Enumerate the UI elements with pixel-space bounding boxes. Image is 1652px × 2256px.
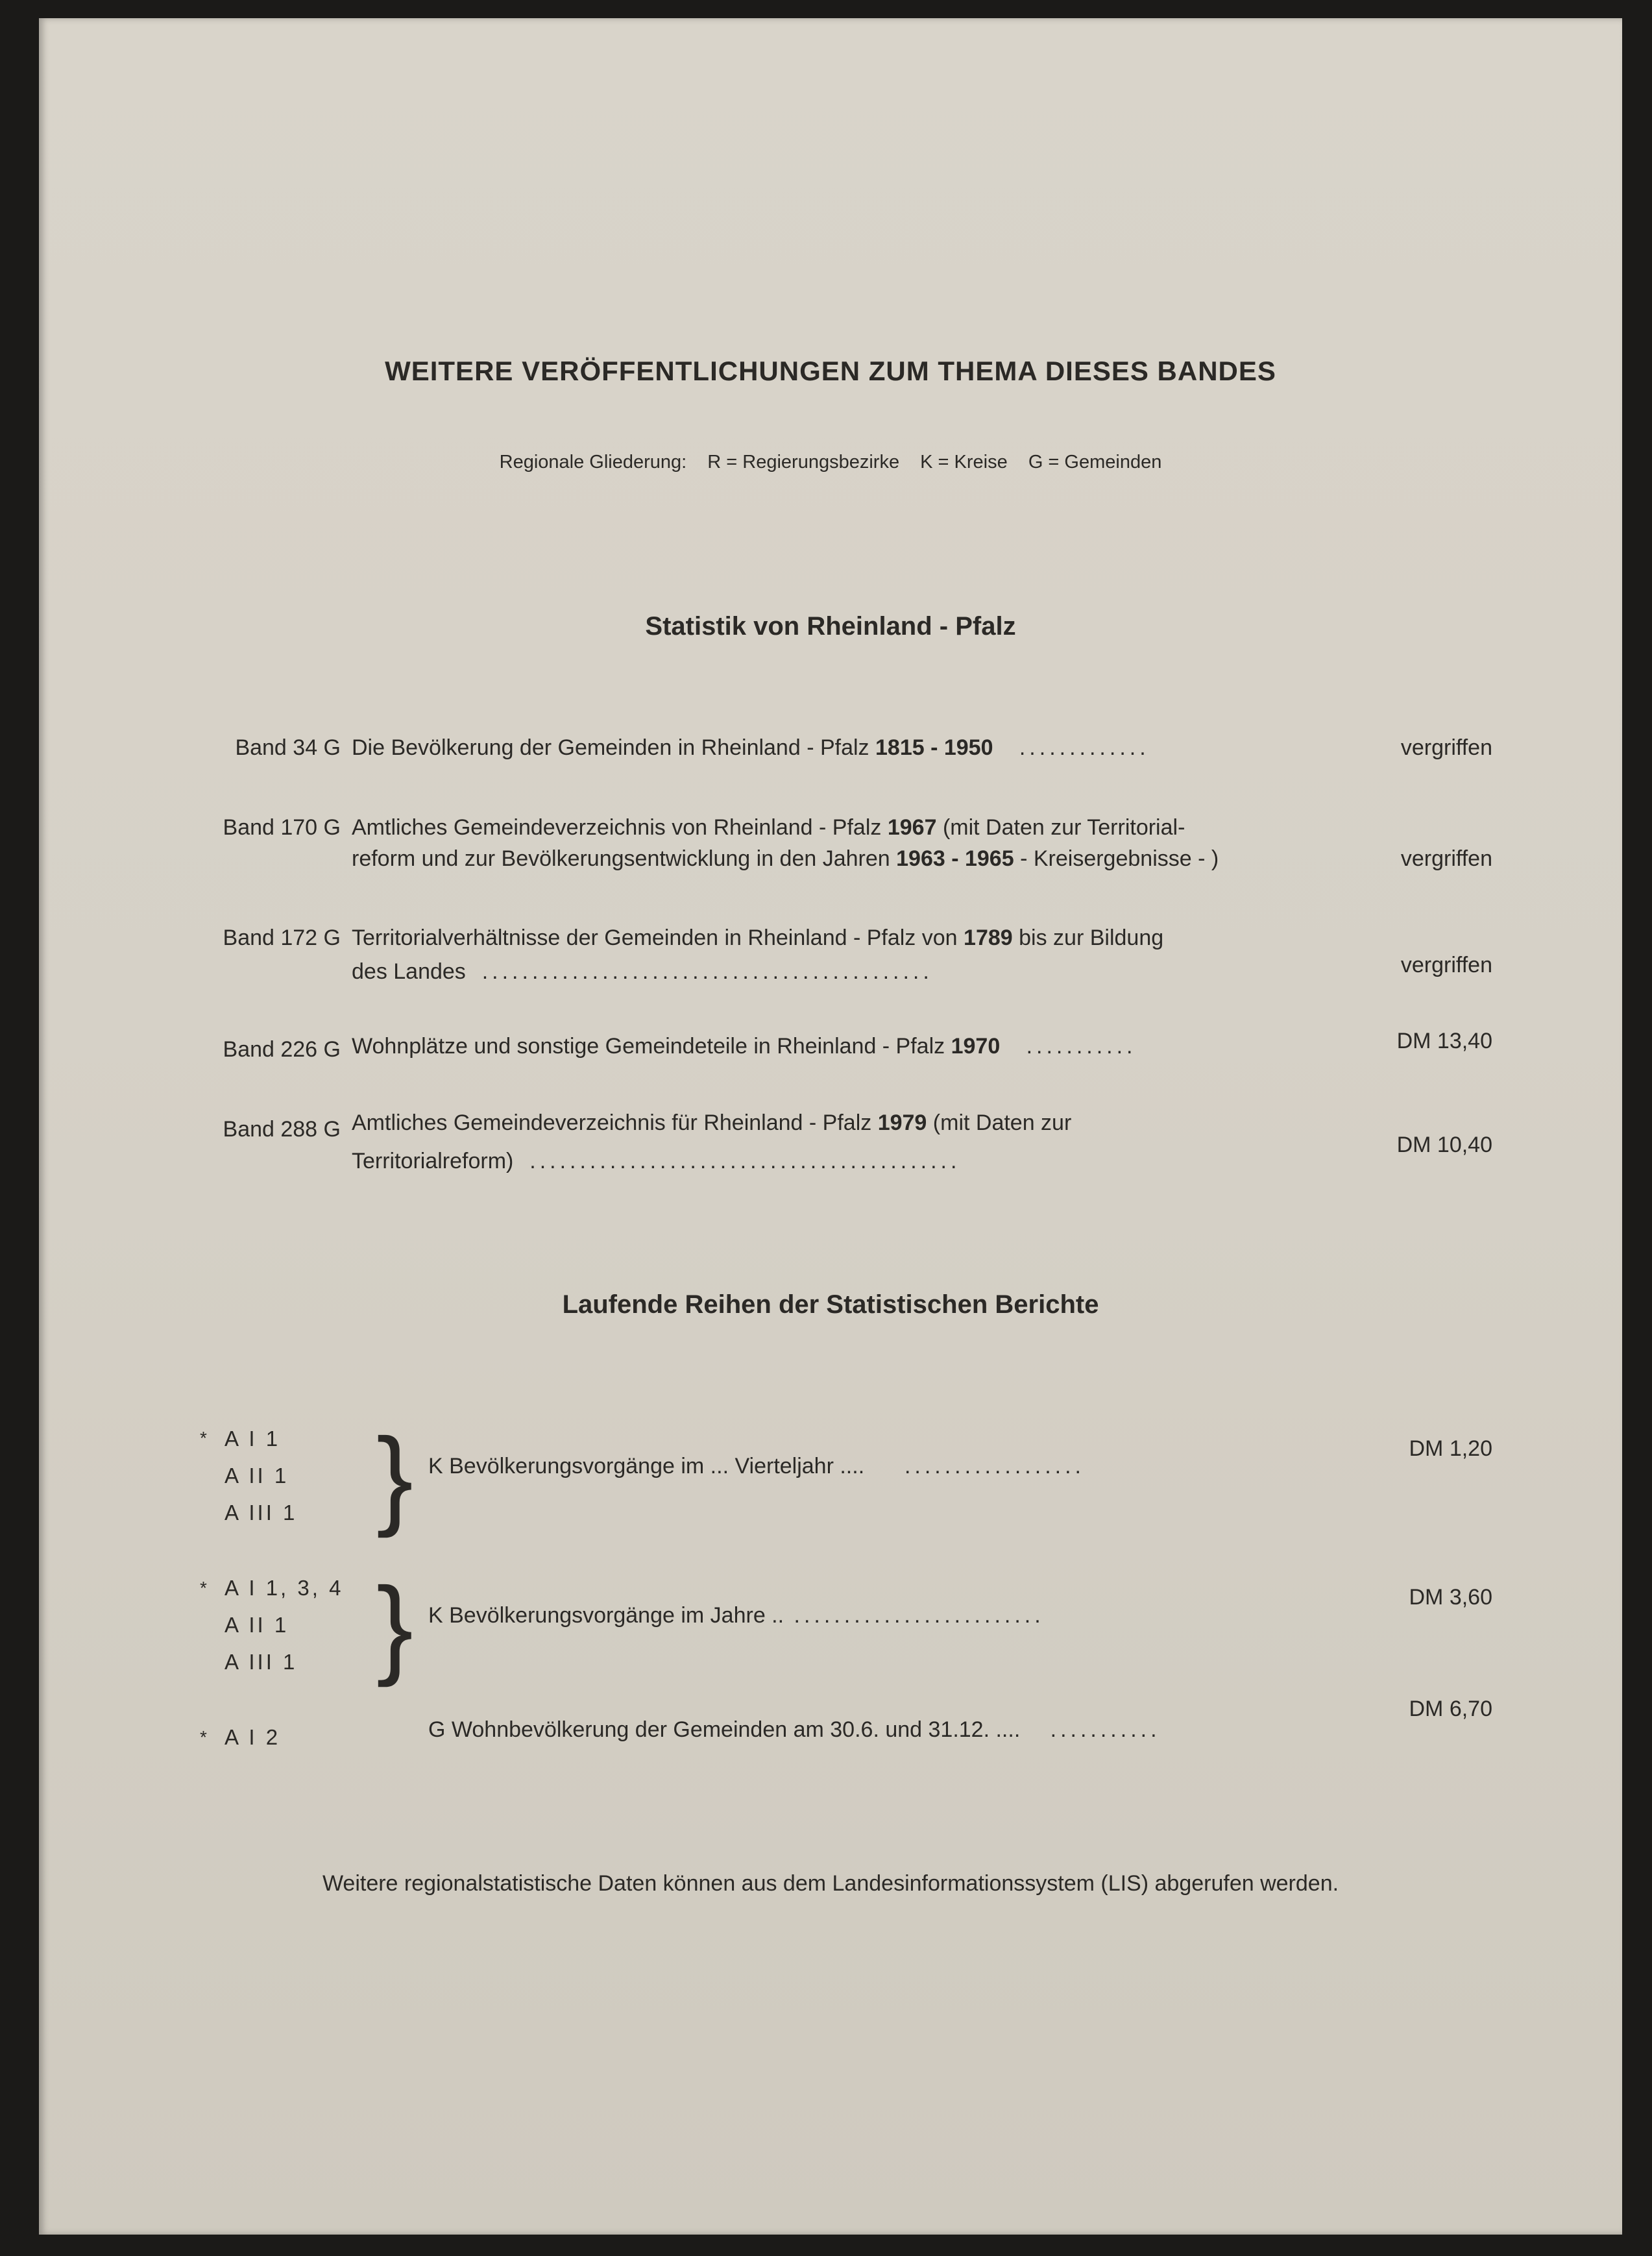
band-title: Amtliches Gemeindeverzeichnis von Rheinland - Pfalz 1967 (mit Daten zur Territorial- bbox=[352, 815, 1185, 840]
regional-legend bbox=[39, 452, 1622, 473]
legend-k: K = Kreise bbox=[920, 452, 1008, 472]
document-page bbox=[39, 18, 1622, 2235]
legend-g: G = Gemeinden bbox=[1028, 452, 1162, 472]
series-code: A II 1 bbox=[225, 1464, 289, 1488]
star-marker: * bbox=[200, 1727, 207, 1747]
band-title-line2: des Landes ............................................. bbox=[352, 959, 933, 984]
band-title: Die Bevölkerung der Gemeinden in Rheinland - Pfalz 1815 - 1950 ............. bbox=[352, 735, 1150, 760]
band-title: Wohnplätze und sonstige Gemeindeteile in Rheinland - Pfalz 1970 ........... bbox=[352, 1034, 1137, 1059]
legend-r: R = Regierungsbezirke bbox=[707, 452, 900, 472]
band-number: Band 226 G bbox=[223, 1037, 341, 1062]
section-heading-reihen: Laufende Reihen der Statistischen Berichte bbox=[562, 1290, 1099, 1319]
band-price: DM 10,40 bbox=[1396, 1133, 1492, 1157]
section-heading-statistik: Statistik von Rheinland - Pfalz bbox=[645, 612, 1016, 641]
band-price: vergriffen bbox=[1400, 953, 1492, 977]
series-code: A II 1 bbox=[225, 1613, 289, 1637]
band-price: DM 13,40 bbox=[1396, 1029, 1492, 1053]
series-code: A I 1 bbox=[225, 1427, 281, 1451]
footer-note: Weitere regionalstatistische Daten können aus dem Landesinformationssystem (LIS) abgerufen werden. bbox=[322, 1871, 1339, 1896]
series-code: A I 2 bbox=[225, 1725, 281, 1749]
band-years: 1815 - 1950 bbox=[875, 735, 993, 760]
star-marker: * bbox=[200, 1428, 207, 1448]
band-price: vergriffen bbox=[1400, 735, 1492, 760]
band-title-line2: Territorialreform) ........................................... bbox=[352, 1149, 961, 1173]
band-number: Band 34 G bbox=[235, 735, 341, 760]
series-description: K Bevölkerungsvorgänge im ... Vierteljahr .... .................. bbox=[428, 1454, 1085, 1478]
band-title: Amtliches Gemeindeverzeichnis für Rheinland - Pfalz 1979 (mit Daten zur bbox=[352, 1110, 1072, 1135]
legend-prefix: Regionale Gliederung: bbox=[499, 452, 687, 472]
band-number: Band 288 G bbox=[223, 1117, 341, 1142]
series-price: DM 6,70 bbox=[1409, 1697, 1492, 1721]
page-title: WEITERE VERÖFFENTLICHUNGEN ZUM THEMA DIESES BANDES bbox=[385, 356, 1276, 386]
series-price: DM 1,20 bbox=[1409, 1436, 1492, 1461]
series-code: A III 1 bbox=[225, 1501, 298, 1525]
series-code: A III 1 bbox=[225, 1650, 298, 1674]
band-price: vergriffen bbox=[1400, 846, 1492, 871]
series-price: DM 3,60 bbox=[1409, 1585, 1492, 1610]
band-title-line2: reform und zur Bevölkerungsentwicklung in den Jahren 1963 - 1965 - Kreisergebnisse - ) bbox=[352, 846, 1219, 871]
series-description: K Bevölkerungsvorgänge im Jahre .. ......................... bbox=[428, 1603, 1045, 1628]
band-number: Band 172 G bbox=[223, 926, 341, 950]
series-code: A I 1, 3, 4 bbox=[225, 1576, 344, 1600]
star-marker: * bbox=[200, 1578, 207, 1598]
brace-icon: } bbox=[376, 1565, 413, 1688]
brace-icon: } bbox=[376, 1416, 413, 1539]
band-number: Band 170 G bbox=[223, 815, 341, 840]
series-description: G Wohnbevölkerung der Gemeinden am 30.6. und 31.12. .... ........... bbox=[428, 1717, 1161, 1742]
band-title: Territorialverhältnisse der Gemeinden in Rheinland - Pfalz von 1789 bis zur Bildung bbox=[352, 926, 1164, 950]
